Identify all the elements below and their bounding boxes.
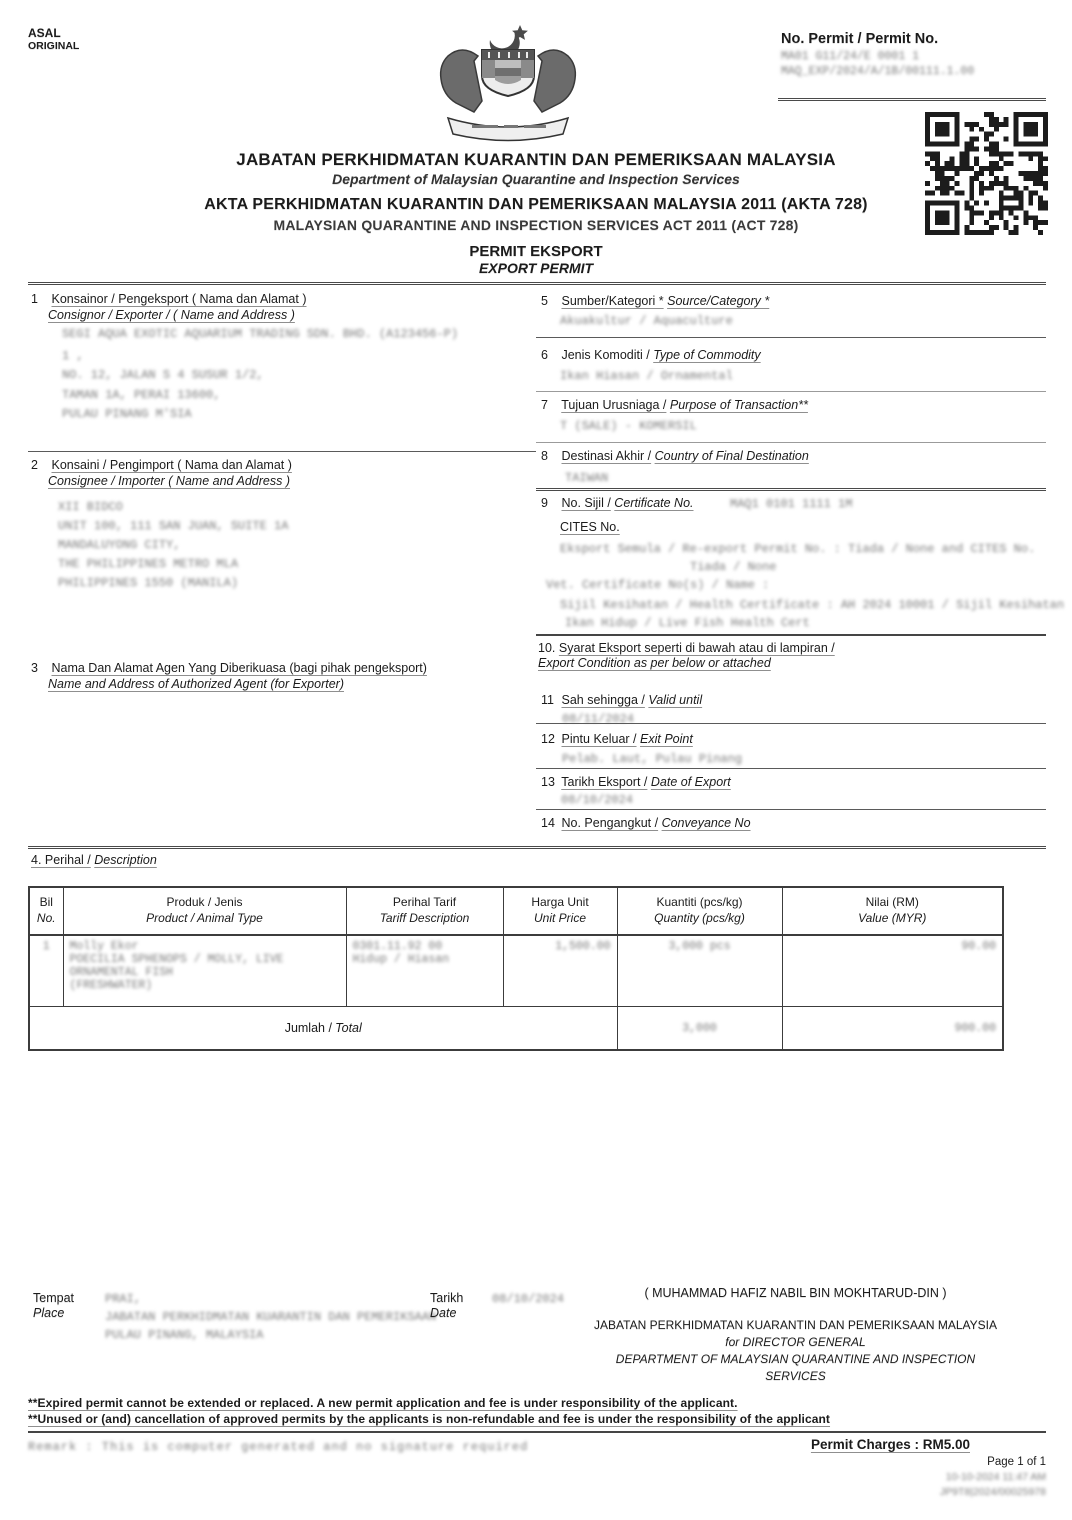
section-1-label-my: Konsainor / Pengeksport ( Nama dan Alamat ) xyxy=(51,292,307,306)
col-header-tariff xyxy=(346,887,503,935)
total-label-my: Jumlah / xyxy=(284,1021,332,1035)
section-6-number: 6 xyxy=(541,348,548,362)
description-title xyxy=(31,853,157,869)
section-3-label-my: Nama Dan Alamat Agen Yang Diberikuasa (bagi pihak pengeksport) xyxy=(51,661,427,675)
section-10-label-en: Export Condition as per below or attached xyxy=(538,656,771,670)
section-5-label-en: Source/Category * xyxy=(667,294,770,308)
col-header-quantity-en: Quantity (pcs/kg) xyxy=(654,911,745,925)
cell-value: 90.00 xyxy=(782,935,1003,1007)
col-header-value-my: Nilai (RM) xyxy=(865,895,919,910)
consignee-line: THE PHILIPPINES METRO MLA xyxy=(58,557,239,571)
section-1-label-en: Consignor / Exporter / ( Name and Address ) xyxy=(48,308,295,322)
permit-no-divider xyxy=(778,98,1046,101)
signatory-name: ( MUHAMMAD HAFIZ NABIL BIN MOKHTARUD-DIN ) xyxy=(644,1286,947,1300)
health-cert-line: Sijil Kesihatan / Health Certificate : AH 2024 10001 / Sijil Kesihatan xyxy=(560,598,1065,612)
section-14-number: 14 xyxy=(541,816,555,830)
section-13-number: 13 xyxy=(541,775,555,789)
tariff-line: 0301.11.92 00 xyxy=(352,940,443,953)
section-13-label-my: Tarikh Eksport / xyxy=(561,775,648,789)
consignee-line: PHILIPPINES 1550 (MANILA) xyxy=(58,576,239,590)
malaysia-coat-of-arms-icon xyxy=(432,22,584,152)
section-5-label-my: Sumber/Kategori * xyxy=(561,294,664,308)
section-9-label-my: No. Sijil / xyxy=(561,496,611,510)
source-category-value: Akuakultur / Aquaculture xyxy=(560,314,733,328)
col-header-bil-my: Bil xyxy=(39,895,53,910)
col-header-quantity xyxy=(617,887,782,935)
section-11-label-row xyxy=(541,693,702,709)
commodity-type-value: Ikan Hiasan / Ornamental xyxy=(560,369,733,383)
header-title-my: PERMIT EKSPORT xyxy=(469,243,603,260)
permit-no-block xyxy=(781,31,974,78)
copy-type-en: ORIGINAL xyxy=(28,40,80,52)
col-header-quantity-my: Kuantiti (pcs/kg) xyxy=(656,895,743,910)
description-title-en: Description xyxy=(94,853,157,867)
section-7-label-en: Purpose of Transaction** xyxy=(669,398,808,412)
section-8-label-row xyxy=(541,449,809,465)
total-label-en: Total xyxy=(335,1021,362,1035)
signatory-for-line: for DIRECTOR GENERAL xyxy=(725,1335,866,1349)
col-header-tariff-my: Perihal Tarif xyxy=(392,895,457,910)
col-header-product xyxy=(63,887,346,935)
section-7-number: 7 xyxy=(541,398,548,412)
section-12-label-my: Pintu Keluar / xyxy=(561,732,637,746)
table-row xyxy=(29,935,1003,1007)
copy-type-my: ASAL xyxy=(28,26,61,40)
health-cert-line: Ikan Hidup / Live Fish Health Cert xyxy=(565,616,810,630)
section-9-label-row xyxy=(541,496,694,512)
section-9-number: 9 xyxy=(541,496,548,510)
product-line: (FRESHWATER) xyxy=(69,979,153,992)
table-total-row xyxy=(29,1007,1003,1051)
printed-timestamp: 10-10-2024 11:47 AM xyxy=(945,1471,1046,1483)
section-12-label-row xyxy=(541,732,693,748)
section-14-label-en: Conveyance No xyxy=(661,816,751,830)
cell-quantity: 3,000 pcs xyxy=(617,935,782,1007)
section-3-label-en: Name and Address of Authorized Agent (for Exporter) xyxy=(48,677,344,691)
divider-section-5 xyxy=(536,337,1046,338)
signature-block xyxy=(545,1286,1046,1383)
section-7-label-my: Tujuan Urusniaga / xyxy=(561,398,667,412)
col-header-unit-price xyxy=(503,887,617,935)
section-6-label-my: Jenis Komoditi / xyxy=(561,348,650,362)
cell-unit-price: 1,500.00 xyxy=(503,935,617,1007)
footnote-1: **Expired permit cannot be extended or replaced. A new permit application and fee is under responsibility of the applicant. xyxy=(28,1396,738,1410)
section-2-label-my: Konsaini / Pengimport ( Nama dan Alamat ) xyxy=(51,458,292,472)
signatory-dept-line1: DEPARTMENT OF MALAYSIAN QUARANTINE AND INSPECTION xyxy=(615,1352,976,1366)
document-ref: JP9T8|2024/00025978 xyxy=(939,1486,1046,1498)
col-header-product-en: Product / Animal Type xyxy=(146,911,263,925)
col-header-unit-price-my: Harga Unit xyxy=(531,895,589,910)
divider-section-6 xyxy=(536,391,1046,392)
cell-tariff xyxy=(346,935,503,1007)
col-header-unit-price-en: Unit Price xyxy=(533,911,586,925)
permit-no-label: No. Permit / Permit No. xyxy=(781,31,939,47)
cites-line: Eksport Semula / Re-export Permit No. : Tiada / None and CITES No. xyxy=(560,542,1036,556)
section-6-label-en: Type of Commodity xyxy=(653,348,761,362)
consignor-line: TAMAN 1A, PERAI 13600, xyxy=(62,388,221,402)
product-line: Molly Ekor xyxy=(69,940,139,953)
section-8-label-my: Destinasi Akhir / xyxy=(561,449,652,463)
description-title-my: 4. Perihal / xyxy=(31,853,91,867)
place-label-my: Tempat xyxy=(33,1291,74,1305)
section-12-number: 12 xyxy=(541,732,555,746)
page-number: Page 1 of 1 xyxy=(987,1456,1046,1468)
health-cert-label: Vet. Certificate No(s) / Name : xyxy=(546,578,770,592)
section-2-label-row xyxy=(31,458,292,474)
destination-value: TAIWAN xyxy=(565,471,609,485)
divider-section-1 xyxy=(28,451,536,452)
header-dept-my: JABATAN PERKHIDMATAN KUARANTIN DAN PEMERIKSAAN MALAYSIA xyxy=(236,150,836,169)
section-6-label-row xyxy=(541,348,761,364)
section-10-label-my: Syarat Eksport seperti di bawah atau di lampiran / xyxy=(558,641,835,655)
section-11-label-my: Sah sehingga / xyxy=(561,693,645,707)
header-act-en: MALAYSIAN QUARANTINE AND INSPECTION SERVICES ACT 2011 (ACT 728) xyxy=(273,217,799,233)
section-8-label-en: Country of Final Destination xyxy=(654,449,809,463)
cites-line: Tiada / None xyxy=(690,560,777,574)
goods-table-header-row xyxy=(29,887,1003,935)
header-act-my: AKTA PERKHIDMATAN KUARANTIN DAN PEMERIKSAAN MALAYSIA 2011 (AKTA 728) xyxy=(204,196,868,213)
section-10-label-row xyxy=(538,641,835,657)
place-label-en: Place xyxy=(33,1306,65,1320)
col-header-product-my: Produk / Jenis xyxy=(166,895,243,910)
place-line: JABATAN PERKHIDMATAN KUARANTIN DAN PEMERIKSAAN xyxy=(105,1310,437,1324)
tariff-line: Hidup / Hiasan xyxy=(352,953,450,966)
divider-section-12 xyxy=(536,768,1046,769)
col-header-value-en: Value (MYR) xyxy=(858,911,927,925)
certificate-no-value: MAQ1 0101 1111 1M xyxy=(730,497,853,511)
consignee-line: MANDALUYONG CITY, xyxy=(58,538,181,552)
place-line: PRAI, xyxy=(105,1292,142,1306)
consignor-line: SEGI AQUA EXOTIC AQUARIUM TRADING SDN. BHD. (A123456-P) xyxy=(62,327,459,341)
permit-no-line2: MAQ_EXP/2024/A/1B/00111.1.00 xyxy=(781,65,975,78)
place-line: PULAU PINANG, MALAYSIA xyxy=(105,1328,264,1342)
section-3-number: 3 xyxy=(31,661,38,675)
section-1-label-row xyxy=(31,292,306,308)
valid-until-value: 08/11/2024 xyxy=(562,712,635,726)
date-of-export-value: 08/10/2024 xyxy=(561,793,634,807)
divider-section-7 xyxy=(536,442,1046,443)
date-label-my: Tarikh xyxy=(430,1291,464,1305)
section-2-label-en: Consignee / Importer ( Name and Address ) xyxy=(48,474,291,488)
consignee-line: UNIT 100, 111 SAN JUAN, SUITE 1A xyxy=(58,519,289,533)
section-14-label-my: No. Pengangkut / xyxy=(561,816,659,830)
copy-type xyxy=(28,26,79,52)
section-1-number: 1 xyxy=(31,292,38,306)
consignor-line: NO. 12, JALAN S 4 SUSUR 1/2, xyxy=(62,368,264,382)
header-title-en: EXPORT PERMIT xyxy=(478,260,594,276)
section-11-number: 11 xyxy=(541,693,554,707)
section-8-number: 8 xyxy=(541,449,548,463)
section-13-label-row xyxy=(541,775,731,791)
cites-no-label: CITES No. xyxy=(560,520,620,534)
header-divider xyxy=(28,282,1046,285)
consignor-line: 1 , xyxy=(62,349,84,363)
signatory-org: JABATAN PERKHIDMATAN KUARANTIN DAN PEMERIKSAAN MALAYSIA xyxy=(594,1318,997,1332)
date-label-en: Date xyxy=(430,1306,457,1320)
cell-product xyxy=(63,935,346,1007)
divider-section-11 xyxy=(536,723,1046,724)
section-10-number: 10. xyxy=(538,641,556,655)
section-3-label-row xyxy=(31,661,427,677)
section-9-label-en: Certificate No. xyxy=(614,496,694,510)
divider-section-13 xyxy=(536,809,1046,810)
cell-total-label xyxy=(29,1007,617,1051)
permit-no-line1: MA01 G11/24/E 0001 1 xyxy=(781,50,920,63)
date-value: 08/10/2024 xyxy=(492,1292,565,1306)
section-12-label-en: Exit Point xyxy=(640,732,693,746)
divider-section-9 xyxy=(536,634,1046,636)
col-header-tariff-en: Tariff Description xyxy=(379,911,470,925)
section-7-label-row xyxy=(541,398,808,414)
product-line: POECILIA SPHENOPS / MOLLY, LIVE ORNAMENTAL FISH xyxy=(69,953,284,979)
purpose-value: T (SALE) - KOMERSIL xyxy=(560,419,697,433)
section-2-number: 2 xyxy=(31,458,38,472)
section-11-label-en: Valid until xyxy=(648,693,703,707)
col-header-bil xyxy=(29,887,63,935)
divider-description xyxy=(28,846,1046,849)
permit-charges: Permit Charges : RM5.00 xyxy=(810,1437,970,1452)
divider-section-8 xyxy=(536,488,1046,491)
header-dept-en: Department of Malaysian Quarantine and Inspection Services xyxy=(332,171,740,187)
section-5-number: 5 xyxy=(541,294,548,308)
cell-bil: 1 xyxy=(29,935,63,1007)
goods-table xyxy=(28,886,1004,1051)
signatory-dept-line2: SERVICES xyxy=(765,1369,826,1383)
col-header-bil-en: No. xyxy=(36,911,56,925)
consignor-line: PULAU PINANG M'SIA xyxy=(62,407,192,421)
cell-total-quantity: 3,000 xyxy=(617,1007,782,1051)
section-5-label-row xyxy=(541,294,769,310)
exit-point-value: Pelab. Laut, Pulau Pinang xyxy=(562,752,743,766)
col-header-value xyxy=(782,887,1003,935)
section-14-label-row xyxy=(541,816,751,832)
footer-divider xyxy=(28,1431,1046,1433)
section-13-label-en: Date of Export xyxy=(650,775,731,789)
footnote-2: **Unused or (and) cancellation of approved permits by the applicants is non-refundable and fee is under the responsibility of the applicant xyxy=(28,1412,831,1426)
remark-line: Remark : This is computer generated and no signature required xyxy=(28,1440,529,1454)
cell-total-value: 900.00 xyxy=(782,1007,1003,1051)
consignee-line: XII BIDCO xyxy=(58,500,123,514)
